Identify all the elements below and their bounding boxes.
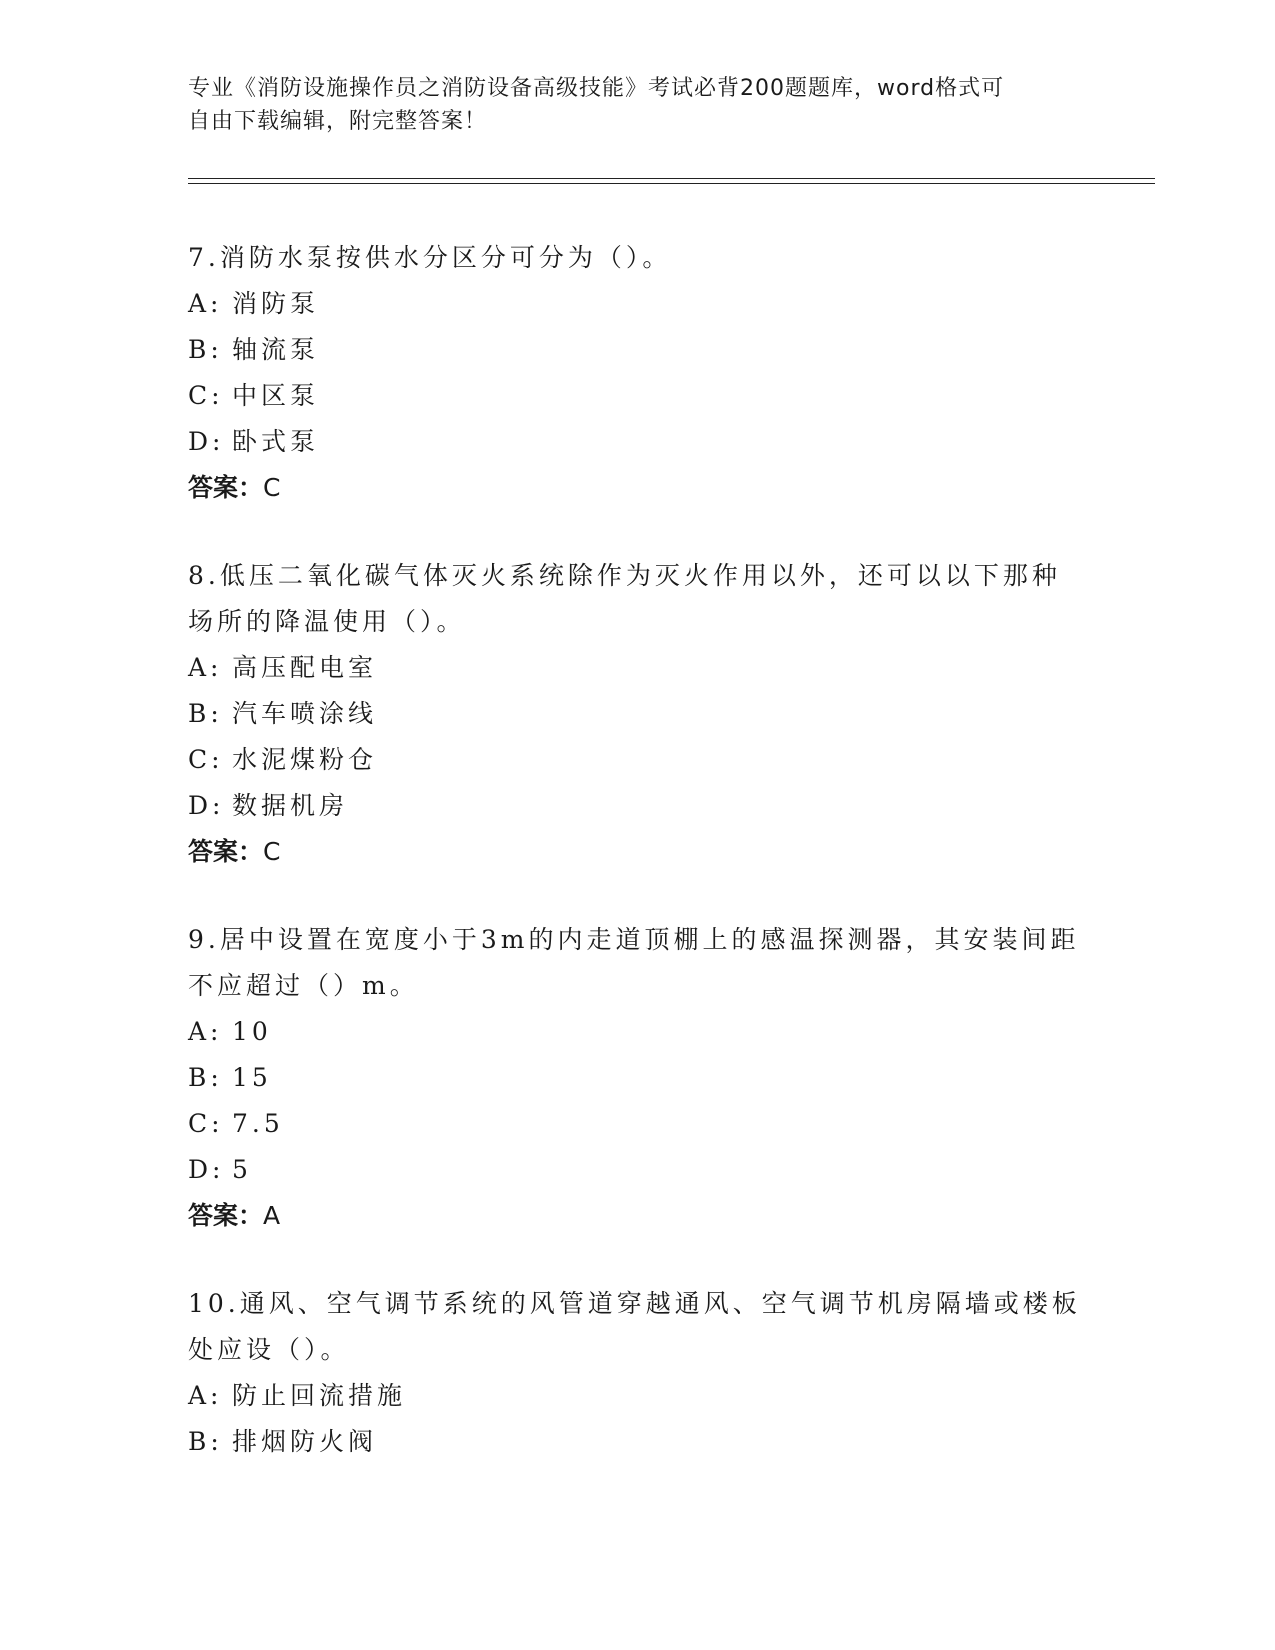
question-stem [188, 917, 1088, 1009]
option-letter: D: [188, 791, 225, 820]
option-letter: D: [188, 1155, 225, 1184]
question-8 [188, 553, 1088, 875]
option-a [188, 1009, 1088, 1055]
option-letter: B: [188, 335, 223, 364]
option-c [188, 373, 1088, 419]
option-text: 消防泵 [232, 289, 320, 318]
option-text: 15 [232, 1063, 272, 1092]
question-7 [188, 235, 1088, 511]
answer-line [188, 1193, 1088, 1239]
option-b [188, 1419, 1088, 1465]
answer-line [188, 829, 1088, 875]
option-letter: A: [188, 1017, 223, 1046]
question-stem [188, 235, 1088, 281]
option-letter: C: [188, 381, 224, 410]
option-c [188, 737, 1088, 783]
header-line-2: 自由下载编辑，附完整答案！ [188, 109, 488, 134]
option-text: 卧式泵 [232, 427, 320, 456]
stem-line: 10.通风、空气调节系统的风管道穿越通风、空气调节机房隔墙或楼板 [188, 1289, 1081, 1318]
stem-line: 9.居中设置在宽度小于3m的内走道顶棚上的感温探测器，其安装间距 [188, 925, 1080, 954]
question-stem [188, 1281, 1088, 1373]
option-text: 高压配电室 [232, 653, 378, 682]
question-9 [188, 917, 1088, 1239]
stem-line: 场所的降温使用（）。 [188, 607, 466, 636]
header-divider-top [188, 178, 1155, 179]
option-letter: B: [188, 1063, 223, 1092]
option-text: 7.5 [232, 1109, 284, 1138]
document-header [188, 72, 1088, 138]
option-letter: A: [188, 653, 223, 682]
option-d [188, 1147, 1088, 1193]
option-b [188, 327, 1088, 373]
option-letter: C: [188, 1109, 224, 1138]
stem-line: 不应超过（）m。 [188, 971, 419, 1000]
option-a [188, 281, 1088, 327]
option-a [188, 1373, 1088, 1419]
option-letter: B: [188, 699, 223, 728]
stem-line: 8.低压二氧化碳气体灭火系统除作为灭火作用以外，还可以以下那种 [188, 561, 1061, 590]
answer-value: A [263, 1201, 281, 1230]
option-b [188, 1055, 1088, 1101]
option-d [188, 783, 1088, 829]
option-letter: D: [188, 427, 225, 456]
answer-label: 答案： [188, 1201, 264, 1230]
option-text: 轴流泵 [232, 335, 320, 364]
answer-line [188, 465, 1088, 511]
answer-value: C [263, 473, 281, 502]
option-letter: B: [188, 1427, 223, 1456]
answer-value: C [263, 837, 281, 866]
option-letter: A: [188, 289, 223, 318]
option-text: 排烟防火阀 [232, 1427, 378, 1456]
option-text: 10 [232, 1017, 272, 1046]
stem-line: 7.消防水泵按供水分区分可分为（）。 [188, 243, 672, 272]
header-line-1: 专业《消防设施操作员之消防设备高级技能》考试必背200题题库，word格式可 [188, 76, 1005, 101]
question-stem [188, 553, 1088, 645]
question-10 [188, 1281, 1088, 1465]
option-text: 数据机房 [232, 791, 349, 820]
option-b [188, 691, 1088, 737]
option-letter: C: [188, 745, 224, 774]
option-text: 汽车喷涂线 [232, 699, 378, 728]
option-text: 水泥煤粉仓 [232, 745, 378, 774]
option-text: 5 [232, 1155, 252, 1184]
option-c [188, 1101, 1088, 1147]
option-text: 防止回流措施 [232, 1381, 407, 1410]
option-text: 中区泵 [232, 381, 320, 410]
answer-label: 答案： [188, 837, 264, 866]
question-list [188, 235, 1088, 1507]
stem-line: 处应设（）。 [188, 1335, 350, 1364]
option-a [188, 645, 1088, 691]
option-letter: A: [188, 1381, 223, 1410]
answer-label: 答案： [188, 473, 264, 502]
option-d [188, 419, 1088, 465]
header-divider-bottom [188, 183, 1155, 184]
